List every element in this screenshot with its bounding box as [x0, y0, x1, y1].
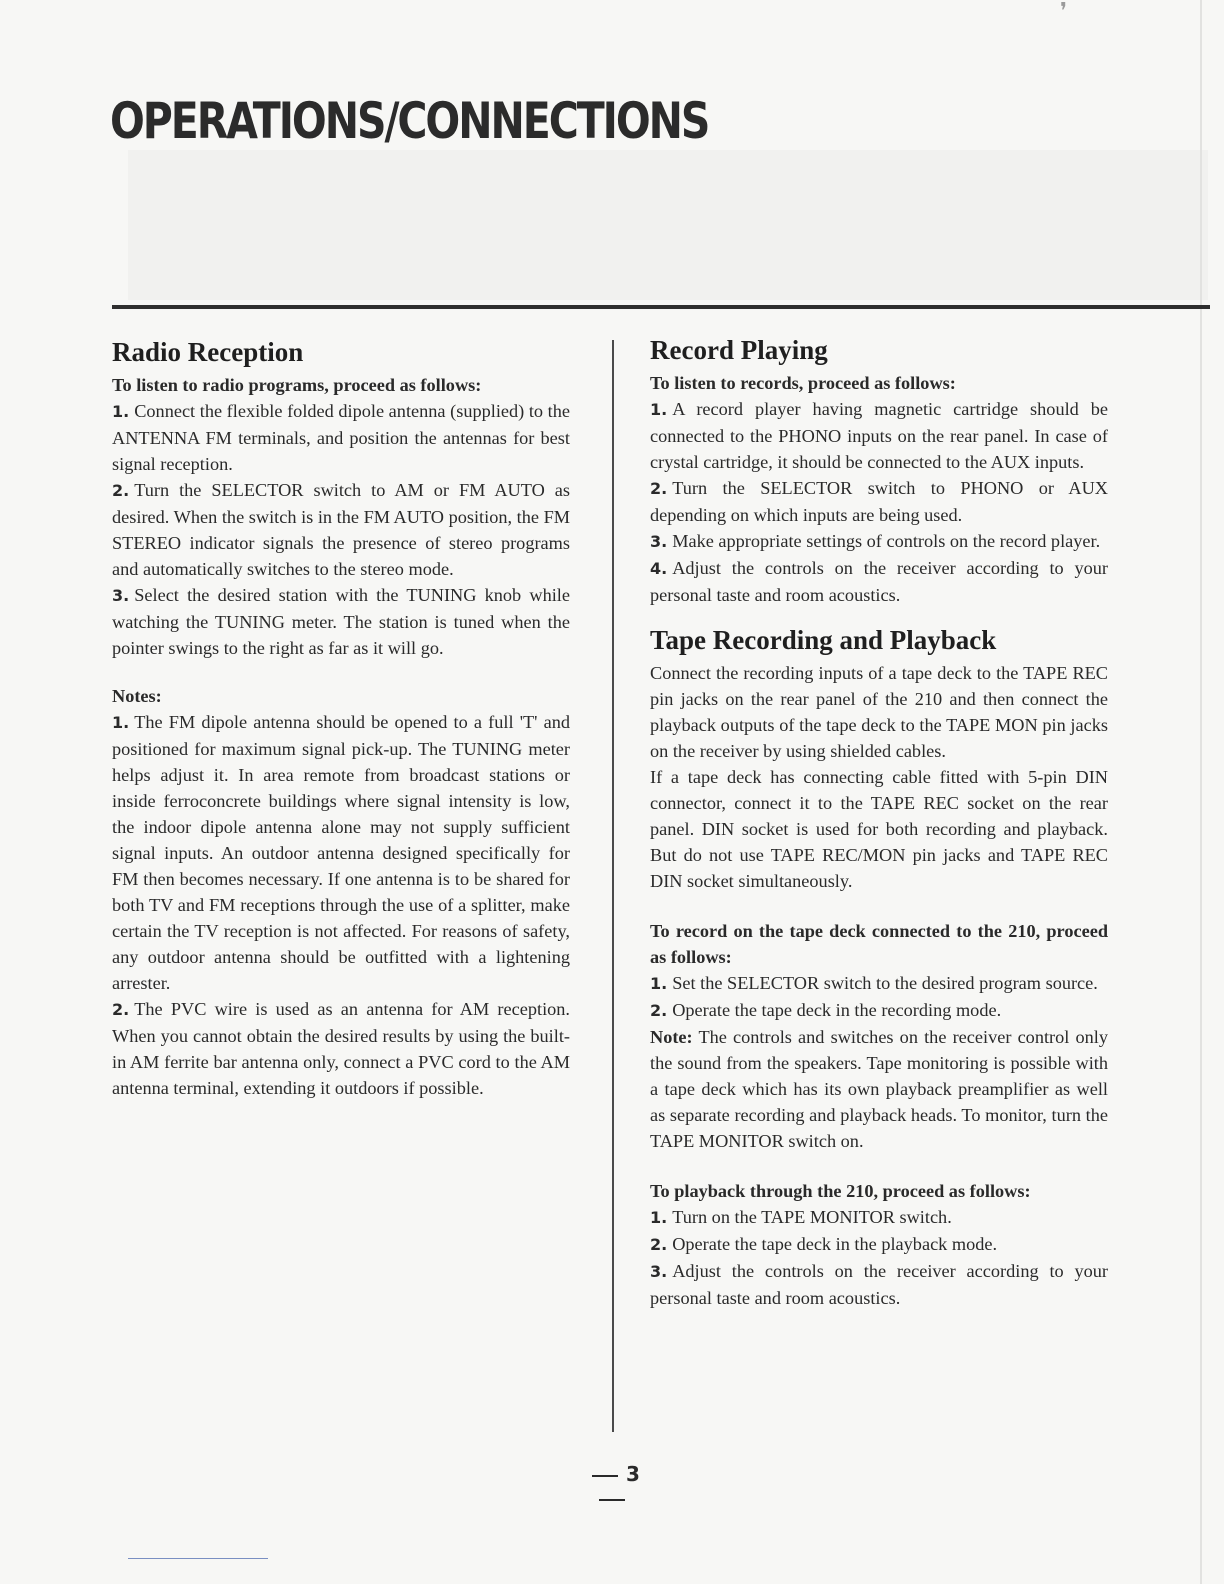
- record-playing-heading: Record Playing: [650, 335, 828, 365]
- column-divider: [612, 340, 614, 1432]
- step-text: Connect the flexible folded dipole antenna (supplied) to the ANTENNA FM terminals, and position the antennas for best signal reception.: [112, 401, 570, 474]
- scan-footer-line: [128, 1558, 268, 1559]
- page-title: OPERATIONS/CONNECTIONS: [110, 92, 709, 150]
- record-step: [650, 555, 1108, 608]
- notes-heading: Notes:: [112, 686, 162, 706]
- dash-left: [592, 1475, 618, 1477]
- step-number: 1.: [112, 402, 130, 421]
- note-text: The controls and switches on the receiver control only the sound from the speakers. Tape monitoring is possible with a tape deck which has its own playback preamplifier as well as separate recording and playback heads. To monitor, turn the TAPE MONITOR switch on.: [650, 1027, 1108, 1151]
- dash-right: [599, 1499, 625, 1501]
- step-text: Make appropriate settings of controls on the record player.: [672, 531, 1101, 551]
- step-text: Turn on the TAPE MONITOR switch.: [672, 1207, 952, 1227]
- tape-intro: If a tape deck has connecting cable fitted with 5-pin DIN connector, connect it to the TAPE REC socket on the rear panel. DIN socket is used for both recording and playback. But do not use TAPE REC/MON pin jacks and TAPE REC DIN socket simultaneously.: [650, 767, 1108, 891]
- tape-recording-heading: Tape Recording and Playback: [650, 625, 997, 655]
- step-number: 2.: [112, 481, 130, 500]
- playback-lead: To playback through the 210, proceed as follows:: [650, 1181, 1031, 1201]
- step-text: Operate the tape deck in the recording mode.: [672, 1000, 1002, 1020]
- step-text: Operate the tape deck in the playback mode.: [672, 1234, 998, 1254]
- note-text: The PVC wire is used as an antenna for AM reception. When you cannot obtain the desired results by using the built-in AM ferrite bar antenna only, connect a PVC cord to the AM antenna terminal, extending it outdoors if possible.: [112, 999, 570, 1098]
- step-number: 1.: [650, 974, 668, 993]
- page-number: [566, 1462, 658, 1510]
- playback-step: [650, 1231, 1108, 1258]
- faded-background-panel: [128, 150, 1208, 300]
- step-number: 2.: [650, 1001, 668, 1020]
- title-rule: [112, 305, 1210, 309]
- note-item: [112, 996, 570, 1101]
- radio-reception-heading: Radio Reception: [112, 337, 304, 367]
- note-number: 2.: [112, 1000, 130, 1019]
- record-lead: To listen to records, proceed as follows:: [650, 373, 956, 393]
- note-label: Note:: [650, 1027, 693, 1047]
- scan-smudge-icon: ❜: [1060, 0, 1068, 23]
- note-item: [112, 709, 570, 996]
- scan-edge: [1200, 0, 1202, 1584]
- step-number: 2.: [650, 1235, 668, 1254]
- playback-step: [650, 1204, 1108, 1231]
- left-column: [112, 334, 570, 1101]
- tape-intro: Connect the recording inputs of a tape deck to the TAPE REC pin jacks on the rear panel of the 210 and then connect the playback outputs of the tape deck to the TAPE MON pin jacks on the receiver by using shielded cables.: [650, 663, 1108, 761]
- radio-lead: To listen to radio programs, proceed as follows:: [112, 375, 482, 395]
- step-text: A record player having magnetic cartridge should be connected to the PHONO inputs on the rear panel. In case of crystal cartridge, it should be connected to the AUX inputs.: [650, 399, 1108, 472]
- tape-note: [650, 1024, 1108, 1154]
- radio-step: [112, 477, 570, 582]
- step-number: 1.: [650, 400, 668, 419]
- playback-step: [650, 1258, 1108, 1311]
- page-number-value: 3: [626, 1462, 640, 1486]
- step-text: Adjust the controls on the receiver according to your personal taste and room acoustics.: [650, 558, 1108, 605]
- step-text: Set the SELECTOR switch to the desired program source.: [672, 973, 1098, 993]
- step-text: Select the desired station with the TUNING knob while watching the TUNING meter. The station is tuned when the pointer swings to the right as far as it will go.: [112, 585, 570, 658]
- radio-step: [112, 582, 570, 661]
- right-column: [650, 332, 1108, 1311]
- step-text: Adjust the controls on the receiver according to your personal taste and room acoustics.: [650, 1261, 1108, 1308]
- radio-step: [112, 398, 570, 477]
- step-number: 3.: [112, 586, 130, 605]
- tape-record-step: [650, 970, 1108, 997]
- step-text: Turn the SELECTOR switch to AM or FM AUTO as desired. When the switch is in the FM AUTO position, the FM STEREO indicator signals the presence of stereo programs and automatically switches to the stereo mode.: [112, 480, 570, 579]
- step-number: 2.: [650, 479, 668, 498]
- step-number: 4.: [650, 559, 668, 578]
- step-number: 3.: [650, 1262, 668, 1281]
- record-tape-lead: To record on the tape deck connected to the 210, proceed as follows:: [650, 921, 1108, 967]
- step-number: 3.: [650, 532, 668, 551]
- tape-record-step: [650, 997, 1108, 1024]
- step-text: Turn the SELECTOR switch to PHONO or AUX depending on which inputs are being used.: [650, 478, 1108, 525]
- record-step: [650, 475, 1108, 528]
- note-text: The FM dipole antenna should be opened to a full 'T' and positioned for maximum signal pick-up. The TUNING meter helps adjust it. In area remote from broadcast stations or inside ferroconcrete buildings where signal intensity is low, the indoor dipole antenna alone may not supply sufficient signal inputs. An outdoor antenna designed specifically for FM then becomes necessary. If one antenna is to be shared for both TV and FM receptions through the use of a splitter, make certain the TV reception is not affected. For reasons of safety, any outdoor antenna should be outfitted with a lightening arrester.: [112, 712, 570, 993]
- step-number: 1.: [650, 1208, 668, 1227]
- note-number: 1.: [112, 713, 130, 732]
- record-step: [650, 528, 1108, 555]
- record-step: [650, 396, 1108, 475]
